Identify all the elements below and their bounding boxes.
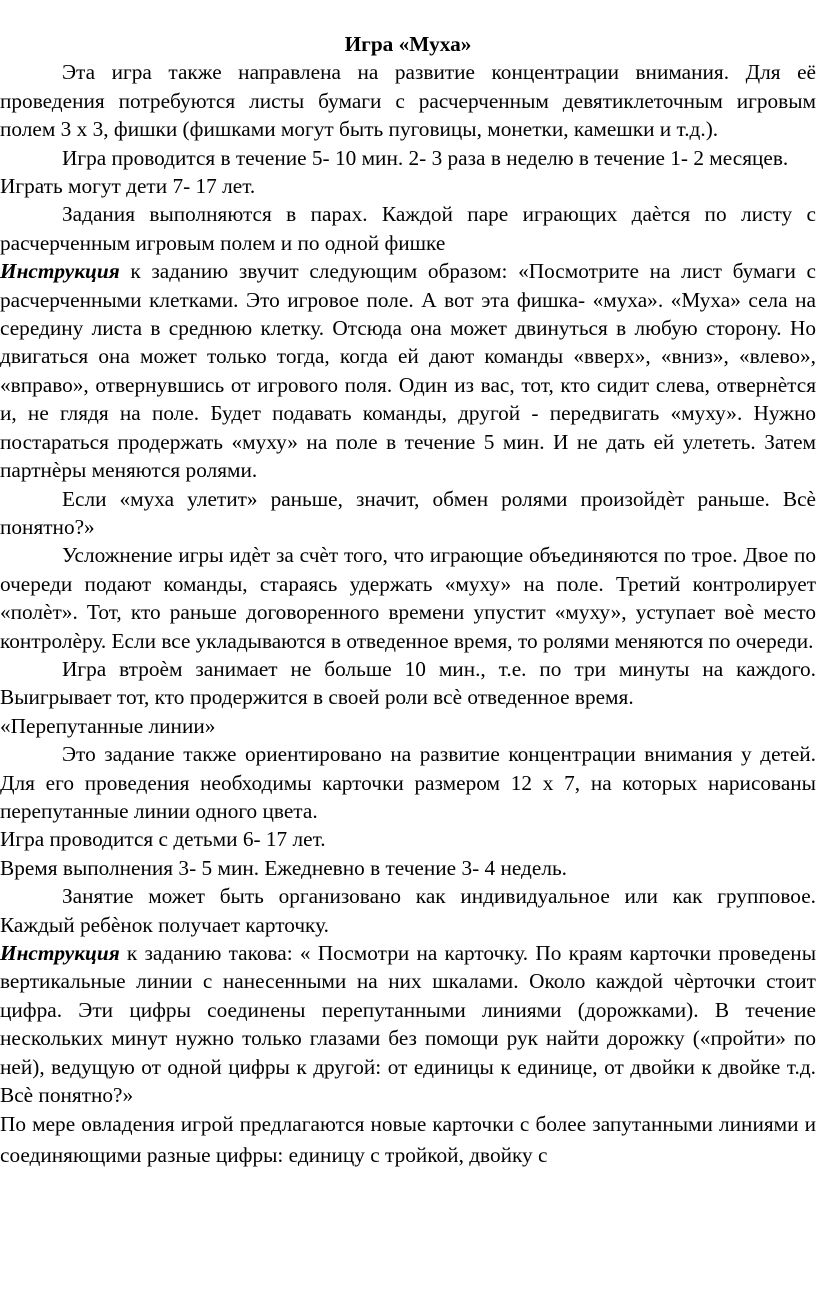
paragraph-complication: Усложнение игры идѐт за счѐт того, что играющие объединяются по трое. Двое по очереди подают команды, стараясь удержать «муху» на поле. Третий контролирует «полѐт». Тот, кто раньше договоренного времени упустит «муху», уступает воѐ место контролѐру. Если все укладываются в отведенное время, то ролями меняются по очереди. — [0, 543, 816, 653]
paragraph-age: Играть могут дети 7- 17 лет. — [0, 174, 256, 199]
page-title: Игра «Муха» — [344, 32, 472, 56]
paragraph-progression: По мере овладения игрой предлагаются новые карточки с более запутанными линиями и соединяющими разные цифры: единицу с тройкой, двойку с — [0, 1112, 816, 1168]
paragraph-intro: Эта игра также направлена на развитие концентрации внимания. Для её проведения потребуются листы бумаги с расчерченным девятиклеточным игровым полем 3 х 3, фишки (фишками могут быть пуговицы, монетки, камешки и т.д.). — [0, 60, 816, 142]
paragraph-tangled-age: Игра проводится с детьми 6- 17 лет. — [0, 827, 326, 852]
paragraph-duration: Игра проводится в течение 5- 10 мин. 2- 3 раза в неделю в течение 1- 2 месяцев. — [62, 145, 789, 170]
instruction-label: Инструкция — [0, 259, 120, 284]
instruction-text: к заданию такова: « Посмотри на карточку. По краям карточки проведены вертикальные линии с нанесенными на них шкалами. Около каждой чѐрточки стоит цифра. Эти цифры соединены перепутанными линиями (дорожками). В течение нескольких минут нужно только глазами без помощи рук найти дорожку («пройти» по ней), ведущую от одной цифры к другой: от единицы к единице, от двойки к двойке т.д. Всѐ понятно?» — [0, 941, 816, 1108]
section-heading-tangled-lines: «Перепутанные линии» — [0, 713, 216, 738]
paragraph-tangled-intro: Это задание также ориентировано на развитие концентрации внимания у детей. Для его проведения необходимы карточки размером 12 х 7, на которых нарисованы перепутанные линии одного цвета. — [0, 742, 816, 823]
paragraph-fly-away: Если «муха улетит» раньше, значит, обмен ролями произойдѐт раньше. Всѐ понятно?» — [0, 486, 816, 539]
paragraph-pairs: Задания выполняются в парах. Каждой паре играющих даѐтся по листу с расчерченным игровым полем и по одной фишке — [0, 202, 816, 255]
paragraph-tangled-organization: Занятие может быть организовано как индивидуальное или как групповое. Каждый ребѐнок получает карточку. — [0, 884, 816, 937]
paragraph-tangled-time: Время выполнения 3- 5 мин. Ежедневно в течение 3- 4 недель. — [0, 855, 568, 880]
instruction-text: к заданию звучит следующим образом: «Посмотрите на лист бумаги с расчерченными клетками. Это игровое поле. А вот эта фишка- «муха». «Муха» села на середину листа в среднюю клетку. Отсюда она может двинуться в любую сторону. Но двигаться она может только тогда, когда ей дают команды «вверх», «вниз», «влево», «вправо», отвернувшись от игрового поля. Один из вас, тот, кто сидит слева, отвернѐтся и, не глядя на поле. Будет подавать команды, другой - передвигать «муху». Нужно постараться продержать «муху» на поле в течение 5 мин. И не дать ей улететь. Затем партнѐры меняются ролями. — [0, 259, 816, 483]
paragraph-three-players: Игра втроѐм занимает не больше 10 мин., т.е. по три минуты на каждого. Выигрывает тот, кто продержится в своей роли всѐ отведенное время. — [0, 656, 816, 710]
paragraph-instruction-lines — [0, 939, 816, 1109]
instruction-label: Инструкция — [0, 941, 120, 965]
paragraph-instruction-fly — [0, 257, 816, 484]
